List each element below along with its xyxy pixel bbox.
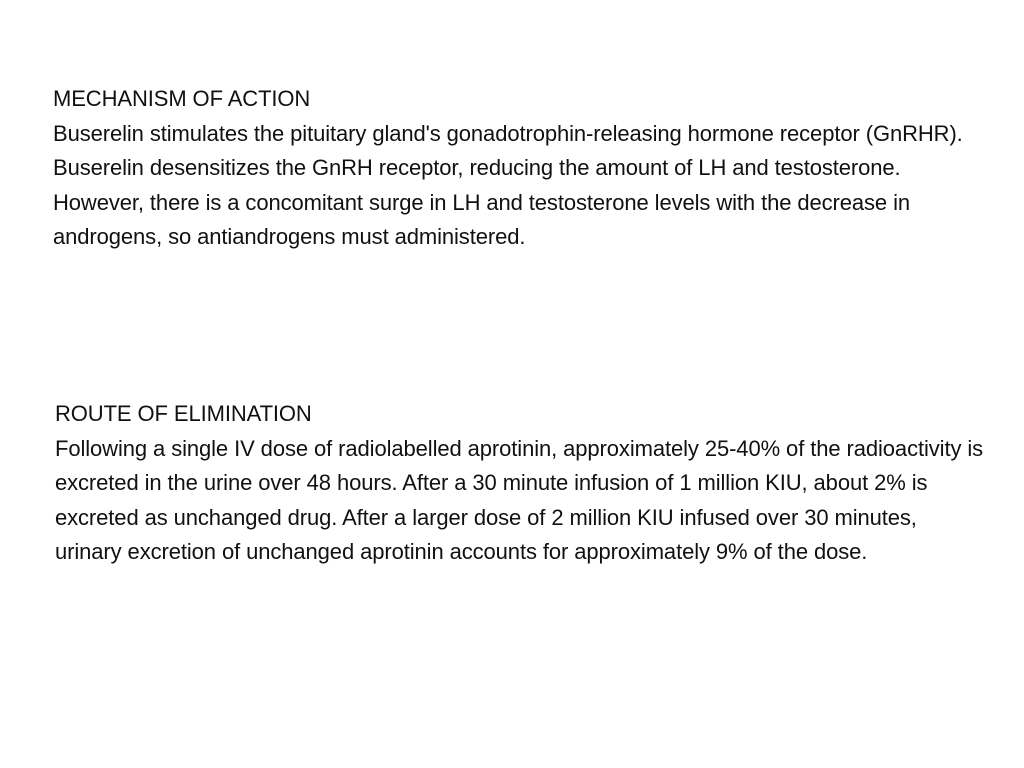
section-body: Buserelin stimulates the pituitary gland's gonadotrophin-releasing hormone receptor (GnRHR). Buserelin desensitizes the GnRH receptor, reducing the amount of LH and testosterone. However, there is a concomitant surge in LH and testosterone levels with the decrease in androgens, so antiandrogens must administered. — [53, 120, 963, 249]
section-heading: ROUTE OF ELIMINATION — [55, 401, 312, 426]
section-body: Following a single IV dose of radiolabelled aprotinin, approximately 25-40% of the radioactivity is excreted in the urine over 48 hours. After a 30 minute infusion of 1 million KIU, about 2% is excreted as unchanged drug. After a larger dose of 2 million KIU infused over 30 minutes, urinary excretion of unchanged aprotinin accounts for approximately 9% of the dose. — [55, 435, 984, 564]
mechanism-of-action-section — [53, 82, 983, 255]
section-heading: MECHANISM OF ACTION — [53, 86, 311, 111]
route-of-elimination-section — [55, 397, 985, 570]
